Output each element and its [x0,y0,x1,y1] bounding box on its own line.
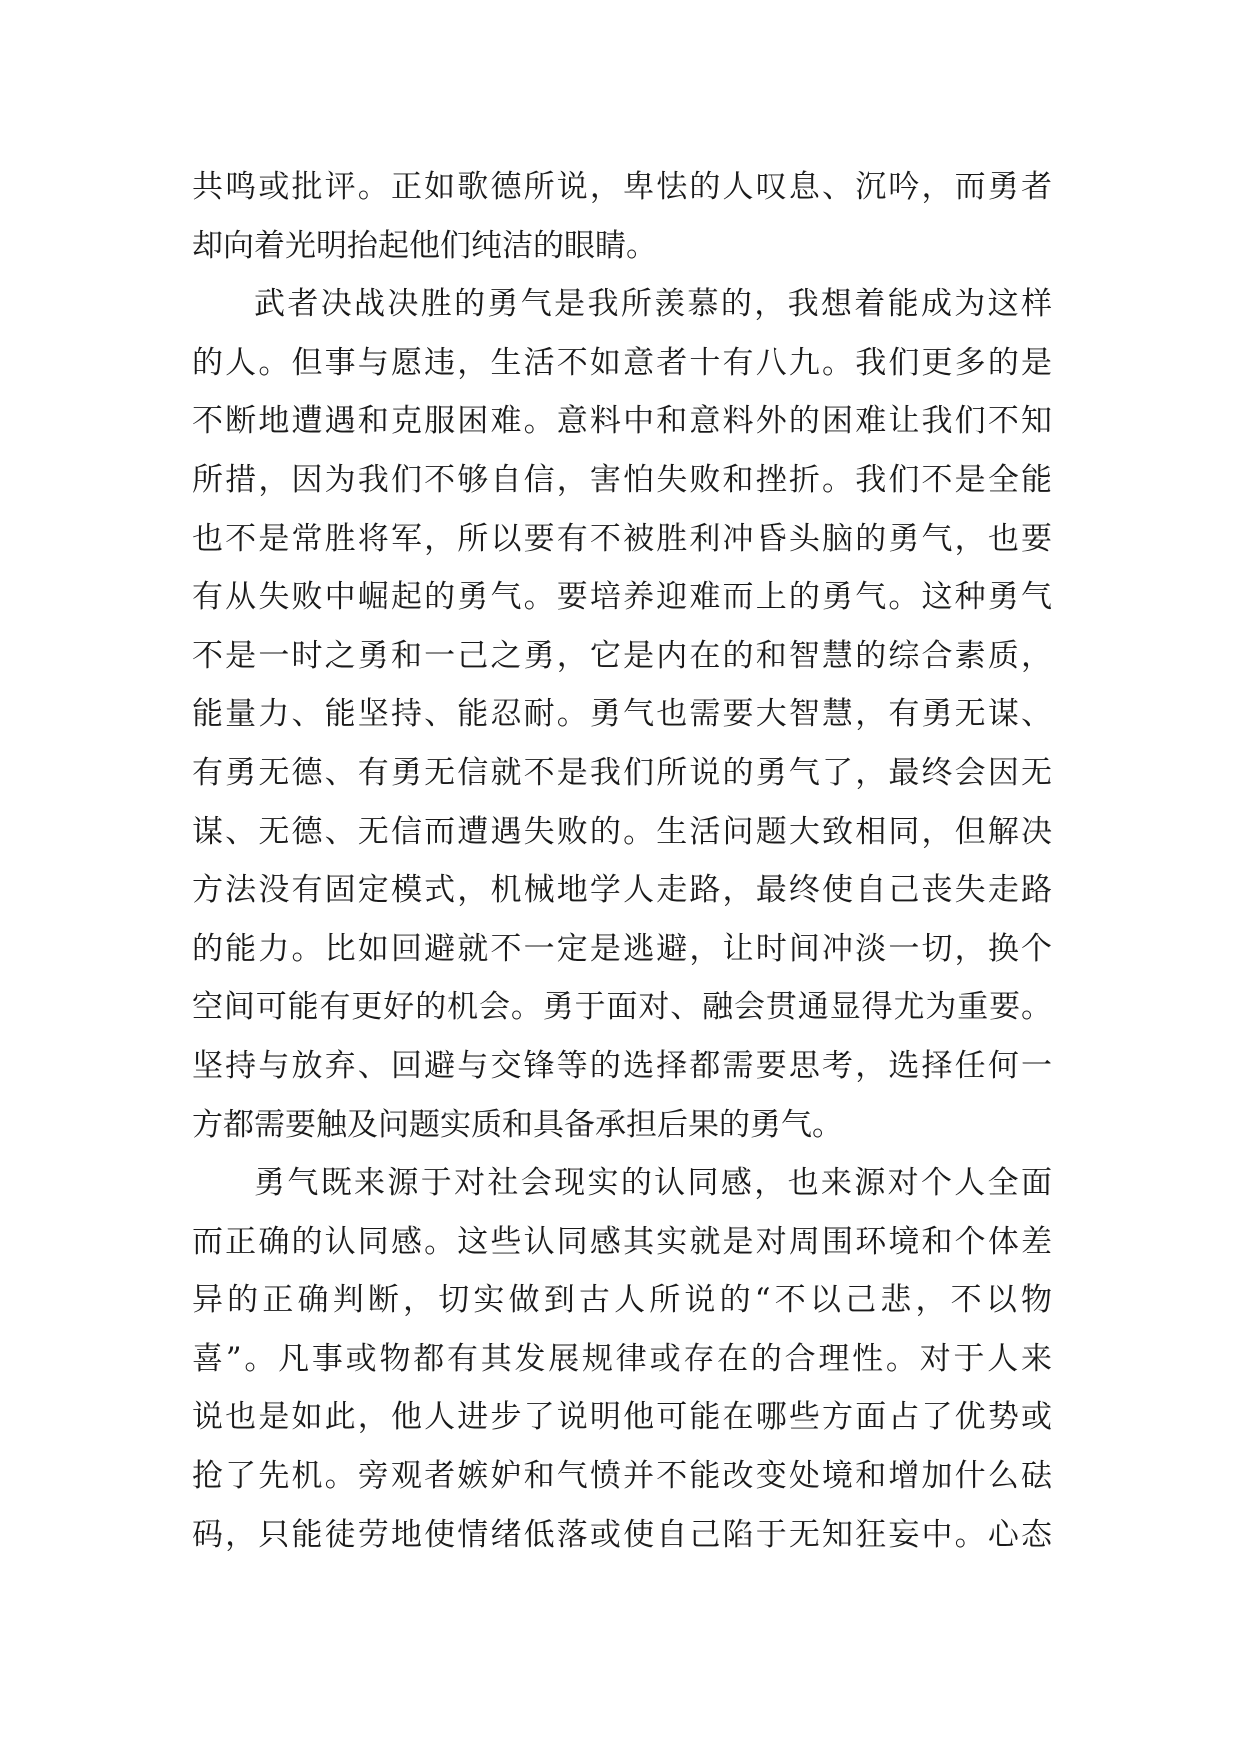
text-line: 的能力。比如回避就不一定是逃避，让时间冲淡一切，换个 [192,930,1052,967]
text-line: 的人。但事与愿违，生活不如意者十有八九。我们更多的是 [192,344,1052,381]
text-line: 抢了先机。旁观者嫉妒和气愤并不能改变处境和增加什么砝 [192,1458,1052,1495]
text-line: 所措，因为我们不够自信，害怕失败和挫折。我们不是全能 [192,461,1052,498]
text-line: 能量力、能坚持、能忍耐。勇气也需要大智慧，有勇无谋、 [192,696,1052,733]
text-line: 而正确的认同感。这些认同感其实就是对周围环境和个体差 [192,1223,1052,1260]
text-line: 共鸣或批评。正如歌德所说，卑怯的人叹息、沉吟，而勇者 [192,169,1052,205]
body-text [192,158,1052,1564]
text-line: 不是一时之勇和一己之勇，它是内在的和智慧的综合素质， [192,637,1052,674]
text-line: 武者决战决胜的勇气是我所羡慕的，我想着能成为这样 [254,286,1052,323]
text-line: 谋、无德、无信而遭遇失败的。生活问题大致相同，但解决 [192,813,1052,850]
text-line: 码，只能徒劳地使情绪低落或使自己陷于无知狂妄中。心态 [192,1516,1052,1553]
text-line: 勇气既来源于对社会现实的认同感，也来源对个人全面 [254,1165,1052,1202]
text-line: 也不是常胜将军，所以要有不被胜利冲昏头脑的勇气，也要 [192,520,1052,557]
text-line: 空间可能有更好的机会。勇于面对、融会贯通显得尤为重要。 [192,989,1052,1026]
text-line: 说也是如此，他人进步了说明他可能在哪些方面占了优势或 [192,1399,1052,1436]
text-line: 却向着光明抬起他们纯洁的眼睛。 [192,227,657,264]
text-line: 方都需要触及问题实质和具备承担后果的勇气。 [192,1106,843,1143]
text-line: 喜”。凡事或物都有其发展规律或存在的合理性。对于人来 [192,1340,1052,1377]
text-line: 方法没有固定模式，机械地学人走路，最终使自己丧失走路 [192,872,1052,909]
text-line: 坚持与放弃、回避与交锋等的选择都需要思考，选择任何一 [192,1047,1052,1084]
text-line: 有勇无德、有勇无信就不是我们所说的勇气了，最终会因无 [192,754,1052,791]
text-line: 有从失败中崛起的勇气。要培养迎难而上的勇气。这种勇气 [192,579,1052,616]
text-line: 异的正确判断，切实做到古人所说的“不以己悲，不以物 [192,1282,1052,1319]
text-line: 不断地遭遇和克服困难。意料中和意料外的困难让我们不知 [192,403,1052,440]
